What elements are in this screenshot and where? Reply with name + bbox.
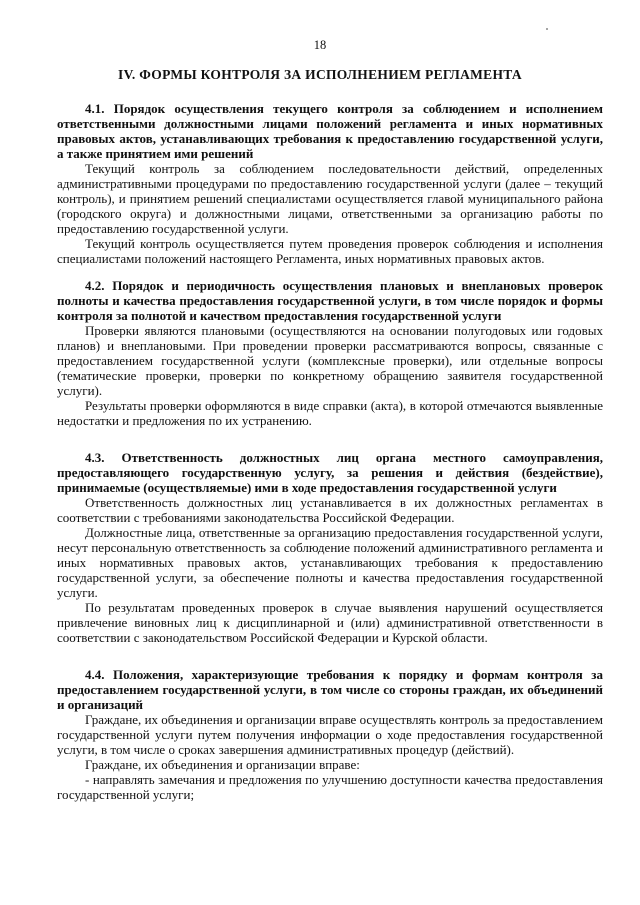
paragraph: Граждане, их объединения и организации вправе: [85, 757, 360, 772]
list-item: - направлять замечания и предложения по улучшению доступности качества предоставления государственной услуги; [57, 772, 603, 802]
paragraph: Проверки являются плановыми (осуществляются на основании полугодовых или годовых планов) и внеплановыми. При проведении проверки рассматриваются вопросы, связанные с предоставлением государственной услуги (комплексные проверки), или отдельные вопросы (тематические проверки, проверки по конкретному обращению заявителя государственной услуги). [57, 323, 603, 398]
paragraph: Текущий контроль за соблюдением последовательности действий, определенных административными процедурами по предоставлению государственной услуги (далее – текущий контроль), и принятием решений специалистами осуществляется главой муниципального района (городского округа) и должностными лицами, ответственными за организацию работы по предоставлению государственной услуги. [57, 161, 603, 236]
section-heading-4-2: 4.2. Порядок и периодичность осуществления плановых и внеплановых проверок полноты и качества предоставления государственной услуги, в том числе порядок и формы контроля за полнотой и качеством предоставления государственной услуги [57, 278, 603, 323]
paragraph: Должностные лица, ответственные за организацию предоставления государственной услуги, несут персональную ответственность за соблюдение положений административного регламента и иных нормативных правовых актов, устанавливающих требования к предоставлению государственной услуги, за обеспечение полноты и качества предоставления государственной услуги. [57, 525, 603, 600]
section-heading-4-4: 4.4. Положения, характеризующие требования к порядку и формам контроля за предоставлением государственной услуги, в том числе со стороны граждан, их объединений и организаций [57, 667, 603, 712]
page-number: 18 [313, 38, 327, 52]
paragraph: Результаты проверки оформляются в виде справки (акта), в которой отмечаются выявленные недостатки и предложения по их устранению. [57, 398, 603, 428]
paragraph: Ответственность должностных лиц устанавливается в их должностных регламентах в соответствии с требованиями законодательства Российской Федерации. [57, 495, 603, 525]
paragraph: По результатам проведенных проверок в случае выявления нарушений осуществляется привлечение виновных лиц к дисциплинарной и (или) административной ответственности в соответствии с законодательством Российской Федерации и Курской области. [57, 600, 603, 645]
paragraph: Граждане, их объединения и организации вправе осуществлять контроль за предоставлением государственной услуги путем получения информации о ходе предоставления государственной услуги, в том числе о сроках завершения административных процедур (действий). [57, 712, 603, 757]
document-body [57, 101, 603, 802]
paragraph: Текущий контроль осуществляется путем проведения проверок соблюдения и исполнения специалистами положений настоящего Регламента, иных нормативных правовых актов. [57, 236, 603, 266]
section-heading-4-3: 4.3. Ответственность должностных лиц органа местного самоуправления, предоставляющего государственную услугу, за решения и действия (бездействие), принимаемые (осуществляемые) ими в ходе предоставления государственной услуги [57, 450, 603, 495]
section-heading-4-1: 4.1. Порядок осуществления текущего контроля за соблюдением и исполнением ответственными должностными лицами положений регламента и иных нормативных правовых актов, устанавливающих требования к предоставлению государственной услуги, а также принятием ими решений [57, 101, 603, 161]
chapter-title: IV. ФОРМЫ КОНТРОЛЯ ЗА ИСПОЛНЕНИЕМ РЕГЛАМЕНТА [118, 67, 522, 82]
scan-speck [546, 28, 548, 30]
